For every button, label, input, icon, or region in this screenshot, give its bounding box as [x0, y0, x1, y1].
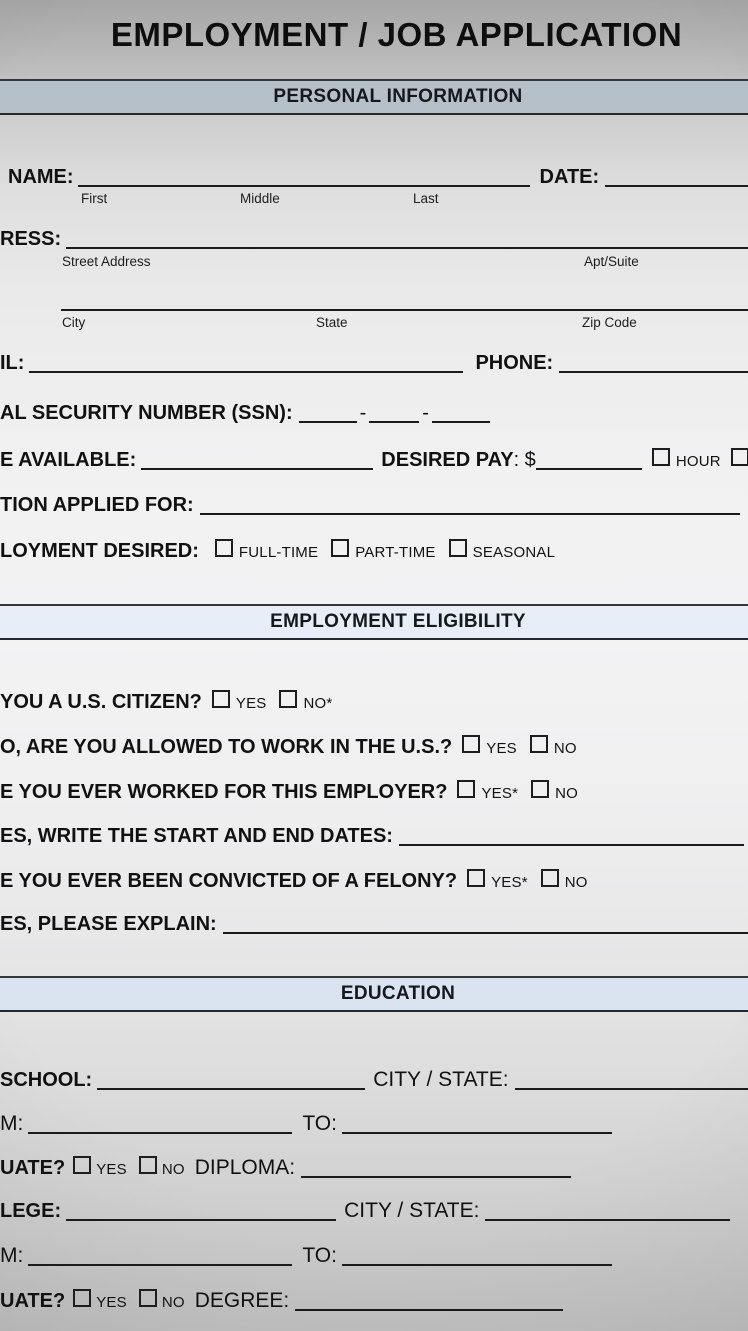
college-from-label: M: [0, 1244, 24, 1267]
hs-graduate-yes-checkbox[interactable] [73, 1156, 91, 1174]
desired-pay-suffix: : $ [513, 449, 536, 471]
allowed-yes-label: YES [486, 740, 517, 757]
street-address-input-line[interactable] [66, 245, 748, 249]
section-header-employment-eligibility [0, 604, 748, 640]
city-state-zip-input-line[interactable] [61, 309, 748, 311]
college-row [0, 1199, 730, 1223]
position-applied-label: TION APPLIED FOR: [0, 494, 194, 516]
full-time-label: FULL-TIME [238, 544, 319, 561]
section-header-employment-eligibility-label: EMPLOYMENT ELIGIBILITY [270, 611, 526, 632]
desired-pay-input-line[interactable] [536, 466, 642, 470]
allowed-to-work-row [0, 735, 577, 761]
position-row [0, 493, 740, 517]
hs-to-label: TO: [302, 1112, 337, 1135]
hs-graduate-no-label: NO [161, 1161, 185, 1178]
explain-prompt: ES, PLEASE EXPLAIN: [0, 913, 217, 935]
citizen-yes-label: YES [235, 695, 267, 712]
full-time-checkbox[interactable] [215, 539, 233, 557]
ssn-label: AL SECURITY NUMBER (SSN): [0, 402, 293, 424]
college-graduate-no-label: NO [161, 1294, 185, 1311]
hs-city-state-input-line[interactable] [515, 1086, 748, 1090]
ssn-segment-3-line[interactable] [432, 419, 490, 423]
hs-from-to-row [0, 1112, 612, 1136]
worked-yes-label: YES* [481, 785, 519, 802]
phone-input-line[interactable] [559, 369, 748, 373]
college-city-state-input-line[interactable] [485, 1217, 730, 1221]
explain-input-line[interactable] [223, 930, 748, 934]
pay-hour-label: HOUR [675, 453, 721, 470]
worked-before-question: E YOU EVER WORKED FOR THIS EMPLOYER? [0, 781, 448, 803]
high-school-input-line[interactable] [97, 1086, 365, 1090]
address-row [0, 227, 748, 251]
email-phone-row [0, 351, 748, 375]
part-time-checkbox[interactable] [331, 539, 349, 557]
start-end-dates-row [0, 824, 744, 848]
seasonal-label: SEASONAL [472, 544, 556, 561]
start-end-dates-prompt: ES, WRITE THE START AND END DATES: [0, 825, 393, 847]
date-label: DATE: [539, 166, 600, 188]
section-header-personal-information [0, 79, 748, 115]
section-header-education-label: EDUCATION [340, 983, 456, 1004]
high-school-row [0, 1068, 748, 1092]
worked-no-label: NO [555, 785, 579, 802]
hs-from-input-line[interactable] [28, 1130, 292, 1134]
felony-no-label: NO [564, 874, 588, 891]
college-city-state-label: CITY / STATE: [344, 1199, 480, 1222]
desired-pay-label: DESIRED PAY [381, 449, 514, 471]
name-input-line[interactable] [78, 183, 530, 187]
employment-desired-row [0, 539, 555, 565]
citizen-no-label: NO* [303, 695, 333, 712]
date-available-pay-row [0, 448, 748, 474]
last-name-sublabel: Last [413, 191, 439, 206]
date-input-line[interactable] [605, 183, 748, 187]
pay-hour-checkbox[interactable] [652, 448, 670, 466]
explain-row [0, 912, 748, 936]
college-graduate-label: UATE? [0, 1290, 66, 1312]
section-header-education [0, 976, 748, 1012]
diploma-input-line[interactable] [301, 1174, 571, 1178]
seasonal-checkbox[interactable] [449, 539, 467, 557]
citizen-question: YOU A U.S. CITIZEN? [0, 691, 202, 713]
ssn-hyphen-1: - [359, 402, 367, 424]
college-input-line[interactable] [66, 1217, 336, 1221]
hs-to-input-line[interactable] [342, 1130, 612, 1134]
degree-label: DEGREE: [194, 1289, 290, 1312]
ssn-segment-2-line[interactable] [369, 419, 419, 423]
zip-code-sublabel: Zip Code [582, 315, 637, 330]
first-name-sublabel: First [81, 191, 108, 206]
college-graduate-row [0, 1289, 563, 1315]
ssn-row [0, 401, 490, 425]
hs-from-label: M: [0, 1112, 24, 1135]
section-header-personal-information-label: PERSONAL INFORMATION [273, 86, 523, 107]
worked-before-row [0, 780, 578, 806]
employment-desired-label: LOYMENT DESIRED: [0, 540, 199, 562]
felony-question-row [0, 869, 588, 895]
email-input-line[interactable] [29, 369, 463, 373]
felony-no-checkbox[interactable] [541, 869, 559, 887]
college-to-input-line[interactable] [342, 1262, 612, 1266]
allowed-yes-checkbox[interactable] [462, 735, 480, 753]
college-graduate-yes-label: YES [96, 1294, 127, 1311]
college-to-label: TO: [302, 1244, 337, 1267]
college-label: LEGE: [0, 1200, 62, 1222]
college-graduate-yes-checkbox[interactable] [73, 1289, 91, 1307]
name-label: NAME: [8, 166, 74, 188]
street-address-sublabel: Street Address [62, 254, 151, 269]
college-graduate-no-checkbox[interactable] [139, 1289, 157, 1307]
hs-graduate-yes-label: YES [96, 1161, 127, 1178]
start-end-dates-input-line[interactable] [399, 842, 744, 846]
middle-name-sublabel: Middle [240, 191, 280, 206]
part-time-label: PART-TIME [355, 544, 436, 561]
worked-yes-checkbox[interactable] [457, 780, 475, 798]
hs-city-state-label: CITY / STATE: [373, 1068, 509, 1091]
email-label: IL: [0, 352, 25, 374]
worked-no-checkbox[interactable] [531, 780, 549, 798]
hs-graduate-no-checkbox[interactable] [139, 1156, 157, 1174]
citizen-question-row [0, 690, 332, 716]
diploma-label: DIPLOMA: [194, 1156, 296, 1179]
citizen-no-checkbox[interactable] [279, 690, 297, 708]
ssn-segment-1-line[interactable] [299, 419, 357, 423]
high-school-label: SCHOOL: [0, 1069, 93, 1091]
form-title: EMPLOYMENT / JOB APPLICATION [110, 16, 683, 53]
date-available-input-line[interactable] [141, 466, 373, 470]
hs-graduate-row [0, 1156, 571, 1182]
citizen-yes-checkbox[interactable] [212, 690, 230, 708]
phone-label: PHONE: [475, 352, 554, 374]
college-from-to-row [0, 1244, 612, 1268]
apt-suite-sublabel: Apt/Suite [584, 254, 639, 269]
name-date-row [0, 165, 748, 189]
state-sublabel: State [316, 315, 348, 330]
address-label: RESS: [0, 228, 62, 250]
degree-input-line[interactable] [295, 1307, 563, 1311]
allowed-to-work-question: O, ARE YOU ALLOWED TO WORK IN THE U.S.? [0, 736, 453, 758]
college-from-input-line[interactable] [28, 1262, 292, 1266]
position-input-line[interactable] [200, 511, 740, 515]
date-available-label: E AVAILABLE: [0, 449, 137, 471]
ssn-hyphen-2: - [422, 402, 429, 424]
felony-question: E YOU EVER BEEN CONVICTED OF A FELONY? [0, 870, 458, 892]
hs-graduate-label: UATE? [0, 1157, 66, 1179]
city-sublabel: City [62, 315, 86, 330]
allowed-no-checkbox[interactable] [530, 735, 548, 753]
felony-yes-checkbox[interactable] [467, 869, 485, 887]
allowed-no-label: NO [553, 740, 577, 757]
felony-yes-label: YES* [491, 874, 528, 891]
pay-salary-checkbox-partial[interactable] [731, 448, 748, 466]
